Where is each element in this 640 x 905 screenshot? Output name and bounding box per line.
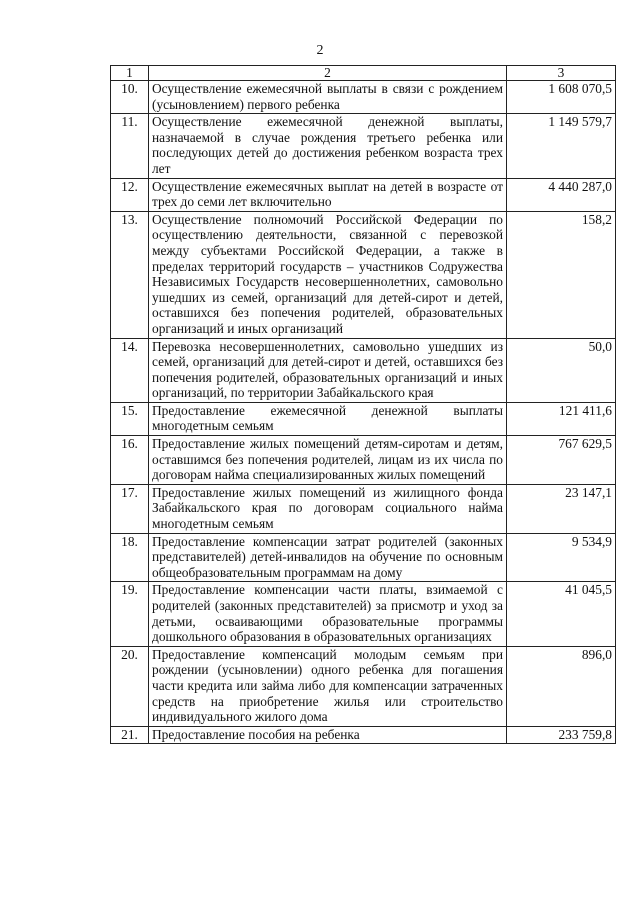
table-row xyxy=(111,211,616,338)
table-row xyxy=(111,726,616,744)
table-row xyxy=(111,533,616,582)
row-amount: 41 045,5 xyxy=(507,582,616,646)
row-number: 13. xyxy=(111,211,149,338)
row-number: 21. xyxy=(111,726,149,744)
table-header-row xyxy=(111,66,616,81)
row-number: 16. xyxy=(111,436,149,485)
table-row xyxy=(111,81,616,114)
row-description: Осуществление ежемесячной выплаты в связи с рождением (усыновлением) первого ребенка xyxy=(149,81,507,114)
row-amount: 233 759,8 xyxy=(507,726,616,744)
table-row xyxy=(111,114,616,178)
row-description: Осуществление ежемесячной денежной выплаты, назначаемой в случае рождения третьего ребенка или последующих детей до достижения ребенком возраста трех лет xyxy=(149,114,507,178)
row-amount: 1 149 579,7 xyxy=(507,114,616,178)
row-number: 20. xyxy=(111,646,149,726)
row-number: 18. xyxy=(111,533,149,582)
row-description: Осуществление ежемесячных выплат на детей в возрасте от трех до семи лет включительно xyxy=(149,178,507,211)
row-amount: 1 608 070,5 xyxy=(507,81,616,114)
row-number: 17. xyxy=(111,484,149,533)
table-row xyxy=(111,484,616,533)
table-row xyxy=(111,402,616,435)
row-description: Предоставление ежемесячной денежной выплаты многодетным семьям xyxy=(149,402,507,435)
table-row xyxy=(111,646,616,726)
row-amount: 4 440 287,0 xyxy=(507,178,616,211)
row-amount: 158,2 xyxy=(507,211,616,338)
table-row xyxy=(111,178,616,211)
row-amount: 50,0 xyxy=(507,338,616,402)
column-header-description: 2 xyxy=(149,66,507,81)
row-description: Предоставление компенсаций молодым семьям при рождении (усыновлении) одного ребенка для погашения части кредита или займа либо для компенсации затраченных средств на приобретение жилья или строительство индивидуального жилого дома xyxy=(149,646,507,726)
row-amount: 121 411,6 xyxy=(507,402,616,435)
budget-table xyxy=(110,65,616,744)
row-description: Предоставление жилых помещений детям-сиротам и детям, оставшимся без попечения родителей, лицам из их числа по договорам найма специализированных жилых помещений xyxy=(149,436,507,485)
row-amount: 9 534,9 xyxy=(507,533,616,582)
table-row xyxy=(111,338,616,402)
row-number: 15. xyxy=(111,402,149,435)
row-number: 10. xyxy=(111,81,149,114)
table-row xyxy=(111,582,616,646)
row-description: Предоставление жилых помещений из жилищного фонда Забайкальского края по договорам социального найма многодетным семьям xyxy=(149,484,507,533)
row-amount: 23 147,1 xyxy=(507,484,616,533)
column-header-number: 1 xyxy=(111,66,149,81)
column-header-amount: 3 xyxy=(507,66,616,81)
row-number: 12. xyxy=(111,178,149,211)
row-number: 11. xyxy=(111,114,149,178)
row-description: Перевозка несовершеннолетних, самовольно ушедших из семей, организаций для детей-сирот и детей, оставшихся без попечения родителей, образовательных организаций и иных организаций, по территории Забайкальского края xyxy=(149,338,507,402)
row-amount: 896,0 xyxy=(507,646,616,726)
table-row xyxy=(111,436,616,485)
row-description: Предоставление пособия на ребенка xyxy=(149,726,507,744)
row-number: 14. xyxy=(111,338,149,402)
row-number: 19. xyxy=(111,582,149,646)
row-amount: 767 629,5 xyxy=(507,436,616,485)
row-description: Предоставление компенсации части платы, взимаемой с родителей (законных представителей) за присмотр и уход за детьми, осваивающими образовательные программы дошкольного образования в образовательных организациях xyxy=(149,582,507,646)
page-number: 2 xyxy=(316,43,324,58)
row-description: Осуществление полномочий Российской Федерации по осуществлению деятельности, связанной с перевозкой между субъектами Российской Федерации, а также в пределах территорий государств – участников Содружества Независимых Государств несовершеннолетних, самовольно ушедших из семей, организаций для детей-сирот и детей, оставшихся без попечения родителей, образовательных организаций и иных организаций xyxy=(149,211,507,338)
row-description: Предоставление компенсации затрат родителей (законных представителей) детей-инвалидов на обучение по основным общеобразовательным программам на дому xyxy=(149,533,507,582)
